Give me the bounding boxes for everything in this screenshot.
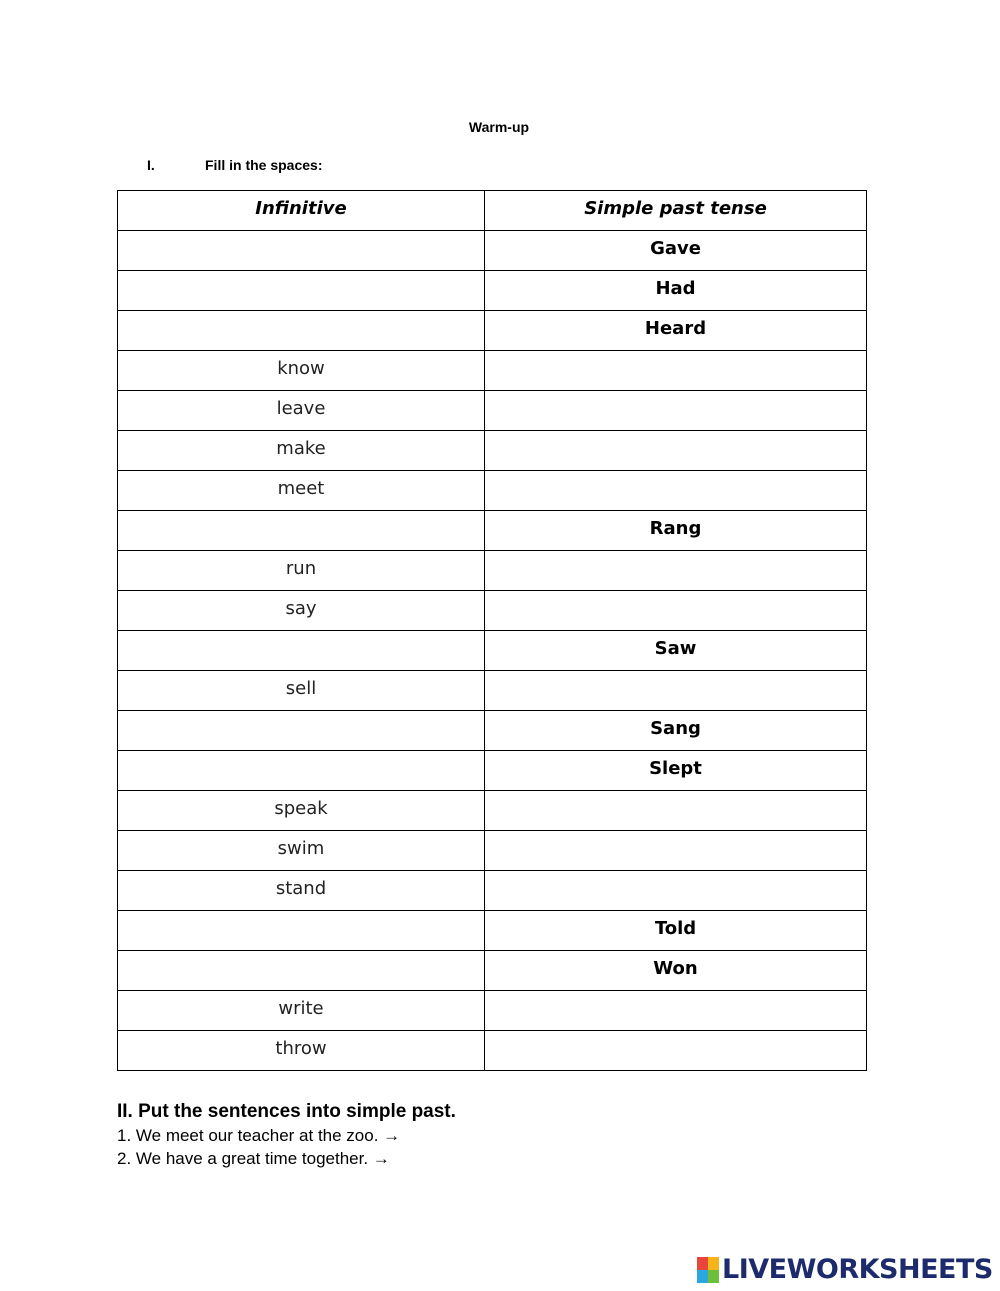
infinitive-cell: know	[118, 351, 485, 391]
infinitive-cell: write	[118, 991, 485, 1031]
infinitive-cell: speak	[118, 791, 485, 831]
table-row	[118, 791, 867, 831]
simple-past-cell: Rang	[485, 511, 867, 551]
table-row	[118, 751, 867, 791]
simple-past-cell[interactable]	[485, 551, 867, 591]
infinitive-cell[interactable]	[118, 951, 485, 991]
simple-past-cell: Told	[485, 911, 867, 951]
infinitive-cell[interactable]	[118, 631, 485, 671]
sentence-1: 1. We meet our teacher at the zoo. →	[117, 1126, 401, 1145]
infinitive-cell: leave	[118, 391, 485, 431]
section-2-heading: II. Put the sentences into simple past.	[117, 1101, 456, 1122]
table-row	[118, 271, 867, 311]
table-row	[118, 991, 867, 1031]
table-row	[118, 391, 867, 431]
simple-past-cell[interactable]	[485, 391, 867, 431]
table-row	[118, 231, 867, 271]
infinitive-cell[interactable]	[118, 511, 485, 551]
header-simple-past: Simple past tense	[485, 191, 867, 231]
header-infinitive: Infinitive	[118, 191, 485, 231]
infinitive-cell[interactable]	[118, 711, 485, 751]
page-title: Warm-up	[468, 119, 530, 135]
logo-mark-block	[697, 1257, 708, 1270]
simple-past-cell[interactable]	[485, 471, 867, 511]
simple-past-cell: Saw	[485, 631, 867, 671]
verb-table	[117, 190, 867, 1071]
infinitive-cell[interactable]	[118, 271, 485, 311]
simple-past-cell[interactable]	[485, 991, 867, 1031]
simple-past-cell: Had	[485, 271, 867, 311]
table-row	[118, 431, 867, 471]
table-row	[118, 671, 867, 711]
table-row	[118, 511, 867, 551]
logo-mark-block	[708, 1257, 719, 1270]
logo-mark-block	[708, 1270, 719, 1283]
table-row	[118, 911, 867, 951]
infinitive-cell: swim	[118, 831, 485, 871]
infinitive-cell[interactable]	[118, 231, 485, 271]
infinitive-cell: make	[118, 431, 485, 471]
section-1-number: I.	[147, 157, 155, 173]
table-row	[118, 871, 867, 911]
infinitive-cell: say	[118, 591, 485, 631]
simple-past-cell[interactable]	[485, 351, 867, 391]
infinitive-cell[interactable]	[118, 911, 485, 951]
logo-mark-block	[697, 1270, 708, 1283]
infinitive-cell: meet	[118, 471, 485, 511]
liveworksheets-logo	[697, 1256, 993, 1284]
table-row	[118, 831, 867, 871]
simple-past-cell: Won	[485, 951, 867, 991]
infinitive-cell: stand	[118, 871, 485, 911]
simple-past-cell[interactable]	[485, 671, 867, 711]
table-row	[118, 711, 867, 751]
simple-past-cell[interactable]	[485, 1031, 867, 1071]
table-row	[118, 471, 867, 511]
section-1-instruction: Fill in the spaces:	[205, 157, 323, 173]
table-row	[118, 1031, 867, 1071]
infinitive-cell: run	[118, 551, 485, 591]
infinitive-cell: sell	[118, 671, 485, 711]
simple-past-cell[interactable]	[485, 831, 867, 871]
infinitive-cell[interactable]	[118, 751, 485, 791]
table-row	[118, 951, 867, 991]
simple-past-cell: Gave	[485, 231, 867, 271]
simple-past-cell: Slept	[485, 751, 867, 791]
simple-past-cell[interactable]	[485, 791, 867, 831]
simple-past-cell[interactable]	[485, 591, 867, 631]
table-row	[118, 311, 867, 351]
table-row	[118, 591, 867, 631]
table-row	[118, 631, 867, 671]
logo-text: LIVEWORKSHEETS	[722, 1254, 993, 1285]
infinitive-cell: throw	[118, 1031, 485, 1071]
simple-past-cell[interactable]	[485, 431, 867, 471]
simple-past-cell: Heard	[485, 311, 867, 351]
table-header-row	[118, 191, 867, 231]
sentence-2: 2. We have a great time together. →	[117, 1149, 390, 1168]
simple-past-cell: Sang	[485, 711, 867, 751]
simple-past-cell[interactable]	[485, 871, 867, 911]
infinitive-cell[interactable]	[118, 311, 485, 351]
logo-mark-icon	[697, 1257, 719, 1283]
table-row	[118, 551, 867, 591]
table-row	[118, 351, 867, 391]
